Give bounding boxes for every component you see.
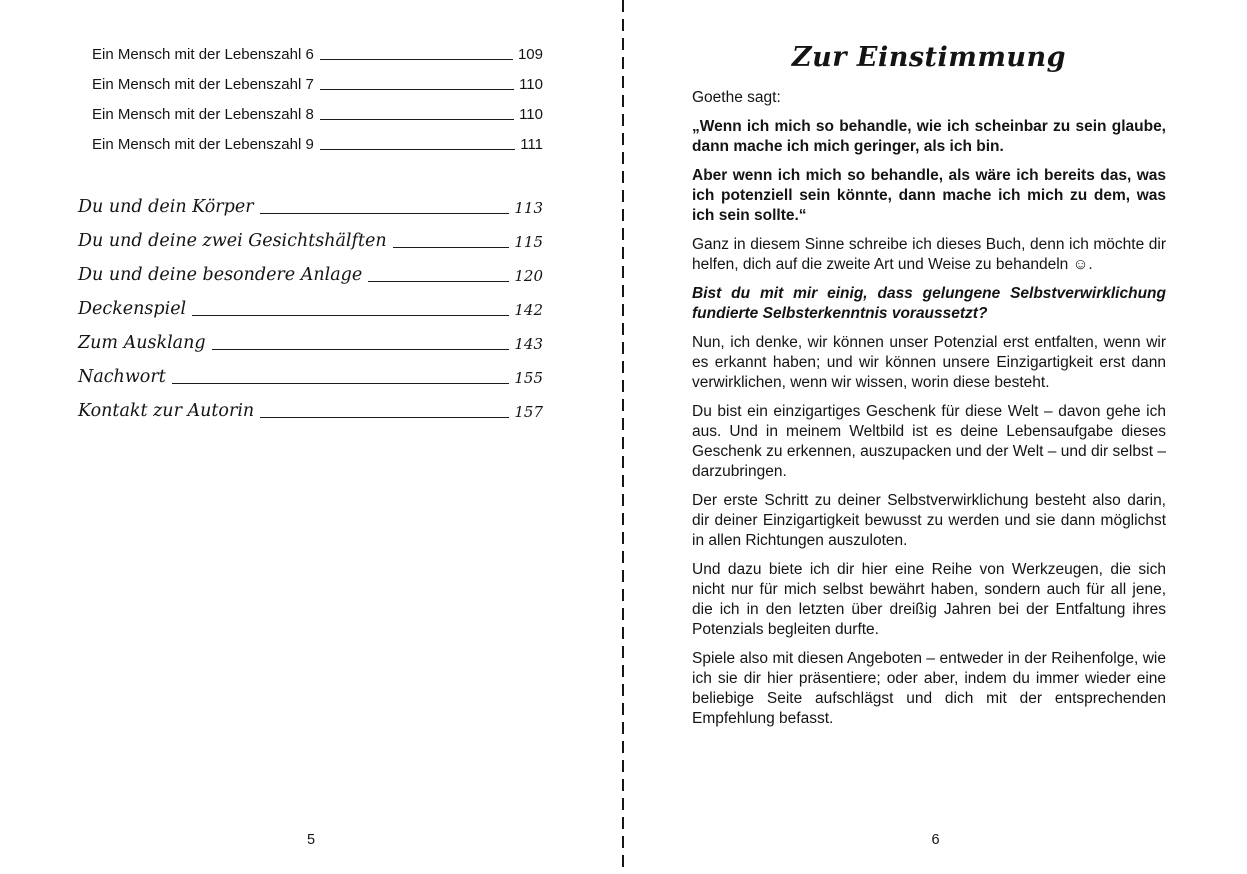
toc-entry: [78, 401, 543, 421]
table-of-contents: [0, 0, 543, 421]
toc-entry-label: Du und deine zwei Gesichtshälften: [78, 231, 387, 251]
toc-entry-label: Ein Mensch mit der Lebenszahl 7: [92, 76, 314, 93]
toc-leader-line: [320, 149, 515, 150]
toc-entry: [78, 367, 543, 387]
toc-entry-page: 142: [514, 301, 543, 319]
goethe-quote-paragraph: Aber wenn ich mich so behandle, als wäre ich bereits das, was ich potenziell sein könnte, dann mache ich mich zu dem, was ich sein sollte.“: [692, 167, 1166, 224]
toc-entry: [78, 265, 543, 285]
question-paragraph: Bist du mit mir einig, dass gelungene Selbstverwirklichung fundierte Selbsterkenntnis voraussetzt?: [692, 285, 1166, 322]
toc-entry-page: 109: [517, 46, 543, 63]
toc-entry: [78, 299, 543, 319]
toc-leader-line: [368, 281, 509, 282]
toc-entry-label: Nachwort: [78, 367, 166, 387]
toc-leader-line: [172, 383, 510, 384]
right-page: [624, 0, 1247, 874]
chapter-content: [624, 0, 1247, 729]
toc-section-lebenszahl: [78, 46, 543, 153]
toc-entry-label: Ein Mensch mit der Lebenszahl 9: [92, 136, 314, 153]
page-number-right: 6: [931, 832, 940, 848]
toc-leader-line: [192, 315, 509, 316]
toc-entry-label: Ein Mensch mit der Lebenszahl 8: [92, 106, 314, 123]
toc-entry-page: 115: [514, 233, 543, 251]
toc-entry-page: 120: [514, 267, 543, 285]
left-page: [0, 0, 622, 874]
toc-entry: [78, 76, 543, 93]
toc-entry-page: 155: [514, 369, 543, 387]
toc-entry-page: 111: [520, 136, 543, 153]
toc-entry-label: Du und dein Körper: [78, 197, 254, 217]
toc-leader-line: [212, 349, 510, 350]
toc-leader-line: [320, 89, 514, 90]
toc-entry: [78, 136, 543, 153]
toc-section-chapters: [78, 197, 543, 421]
toc-entry-label: Kontakt zur Autorin: [78, 401, 255, 421]
toc-entry: [78, 197, 543, 217]
toc-leader-line: [320, 119, 514, 120]
toc-entry-page: 113: [514, 199, 543, 217]
paragraph: Der erste Schritt zu deiner Selbstverwirklichung besteht also darin, dir deiner Einzigartigkeit bewusst zu werden und sie dann möglichst in allen Richtungen auszuloten.: [692, 492, 1166, 549]
paragraph: Spiele also mit diesen Angeboten – entweder in der Reihenfolge, wie ich sie dir hier präsentiere; oder aber, indem du immer wieder eine beliebige Seite aufschlägst und dich mit der entsprechenden Empfehlung befasst.: [692, 650, 1166, 727]
page-number-left: 5: [306, 832, 316, 848]
toc-entry-page: 157: [514, 403, 543, 421]
toc-entry-label: Du und deine besondere Anlage: [78, 265, 363, 285]
paragraph: Goethe sagt:: [692, 89, 781, 106]
toc-leader-line: [320, 59, 513, 60]
toc-entry: [78, 106, 543, 123]
toc-entry: [78, 46, 543, 63]
toc-entry-label: Deckenspiel: [78, 299, 187, 319]
paragraph: Du bist ein einzigartiges Geschenk für diese Welt – davon gehe ich aus. Und in meinem Weltbild ist es deine Lebensaufgabe dieses Geschenk zu erkennen, auszupacken und der Welt – und dir selbst – darzubringen.: [692, 403, 1166, 480]
paragraph: Nun, ich denke, wir können unser Potenzial erst entfalten, wenn wir es erkannt haben; und wir können unsere Einzigartigkeit erst dann verwirklichen, wenn wir wissen, worin diese besteht.: [692, 334, 1166, 391]
toc-entry-page: 110: [519, 106, 543, 123]
toc-leader-line: [260, 417, 509, 418]
toc-entry-label: Ein Mensch mit der Lebenszahl 6: [92, 46, 314, 63]
toc-entry-page: 110: [519, 76, 543, 93]
chapter-title: Zur Einstimmung: [791, 42, 1067, 73]
paragraph: Und dazu biete ich dir hier eine Reihe von Werkzeugen, die sich nicht nur für mich selbst bewährt haben, sondern auch für all jene, die ich in den letzten über dreißig Jahren bei der Entfaltung ihres Potenzials begleiten durfte.: [692, 561, 1166, 638]
toc-entry-label: Zum Ausklang: [78, 333, 206, 353]
toc-leader-line: [393, 247, 510, 248]
toc-leader-line: [260, 213, 510, 214]
toc-entry: [78, 231, 543, 251]
toc-entry: [78, 333, 543, 353]
goethe-quote-paragraph: „Wenn ich mich so behandle, wie ich scheinbar zu sein glaube, dann mache ich mich geringer, als ich bin.: [692, 118, 1166, 155]
toc-entry-page: 143: [514, 335, 543, 353]
paragraph: Ganz in diesem Sinne schreibe ich dieses Buch, denn ich möchte dir helfen, dich auf die zweite Art und Weise zu behandeln ☺.: [692, 236, 1166, 273]
